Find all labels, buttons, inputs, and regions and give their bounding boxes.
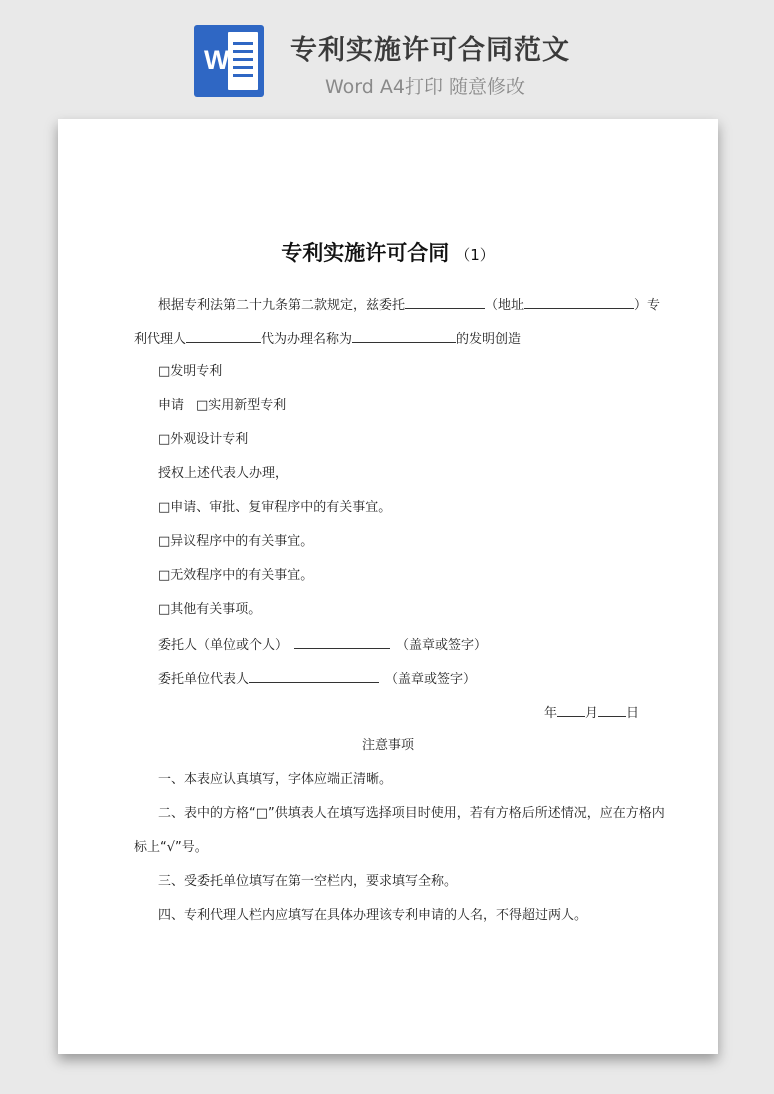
representative-stamp-label: （盖章或签字） <box>385 672 477 687</box>
item-invalidation[interactable]: □无效程序中的有关事宜。 <box>158 568 314 583</box>
note-2: 二、表中的方格“□”供填表人在填写选择项目时使用，若有方格后所述情况，应在方格内 <box>158 806 665 821</box>
representative-row <box>158 669 476 689</box>
day-label: 日 <box>626 706 640 721</box>
preview-header <box>0 0 774 110</box>
option-utility-model[interactable]: □实用新型专利 <box>196 398 287 413</box>
entrust-text: 根据专利法第二十九条第二款规定，兹委托 <box>158 298 406 313</box>
representative-label: 委托单位代表人 <box>158 672 250 687</box>
option-design[interactable]: □外观设计专利 <box>158 432 249 447</box>
principal-blank[interactable] <box>294 635 390 649</box>
invention-name-label: 代为办理名称为 <box>261 332 353 347</box>
header-title: 专利实施许可合同范文 <box>290 35 570 66</box>
year-label: 年 <box>544 706 558 721</box>
document-title <box>58 237 718 267</box>
address-label: （地址 <box>485 298 525 313</box>
representative-blank[interactable] <box>249 669 379 683</box>
invention-name-blank[interactable] <box>352 329 456 343</box>
apply-label: 申请 <box>158 398 185 413</box>
apply-row <box>158 397 286 415</box>
note-1: 一、本表应认真填写，字体应端正清晰。 <box>158 772 393 787</box>
invention-text: 的发明创造 <box>456 332 522 347</box>
notes-title: 注意事项 <box>361 738 414 753</box>
agency-blank[interactable] <box>405 295 485 309</box>
note-3: 三、受委托单位填写在第一空栏内，要求填写全称。 <box>158 874 458 889</box>
agent-blank[interactable] <box>186 329 261 343</box>
note-2-continued: 标上“√”号。 <box>134 840 208 855</box>
header-subtitle: Word A4打印 随意修改 <box>325 76 526 98</box>
item-application[interactable]: □申请、审批、复审程序中的有关事宜。 <box>158 500 392 515</box>
word-letter-icon: W <box>204 45 230 75</box>
option-invention[interactable]: □发明专利 <box>158 364 223 379</box>
agent-label: 利代理人 <box>134 332 187 347</box>
principal-row <box>158 635 487 655</box>
day-blank[interactable] <box>598 703 626 717</box>
paragraph-agent <box>134 329 521 349</box>
principal-stamp-label: （盖章或签字） <box>396 638 488 653</box>
authorize-text: 授权上述代表人办理， <box>158 466 289 481</box>
item-other[interactable]: □其他有关事项。 <box>158 602 262 617</box>
entrust-text-end: ）专 <box>634 298 661 313</box>
principal-label: 委托人（单位或个人） <box>158 638 289 653</box>
month-label: 月 <box>585 706 599 721</box>
paragraph-entrust <box>158 295 660 315</box>
document-title-number: （1） <box>455 246 495 264</box>
address-blank[interactable] <box>524 295 634 309</box>
word-document-icon <box>194 25 264 97</box>
document-title-text: 专利实施许可合同 <box>281 241 450 265</box>
note-4: 四、专利代理人栏内应填写在具体办理该专利申请的人名，不得超过两人。 <box>158 908 588 923</box>
date-row <box>544 703 639 723</box>
document-page <box>58 119 718 1054</box>
month-blank[interactable] <box>557 703 585 717</box>
item-opposition[interactable]: □异议程序中的有关事宜。 <box>158 534 314 549</box>
document-lines-icon <box>228 32 258 90</box>
